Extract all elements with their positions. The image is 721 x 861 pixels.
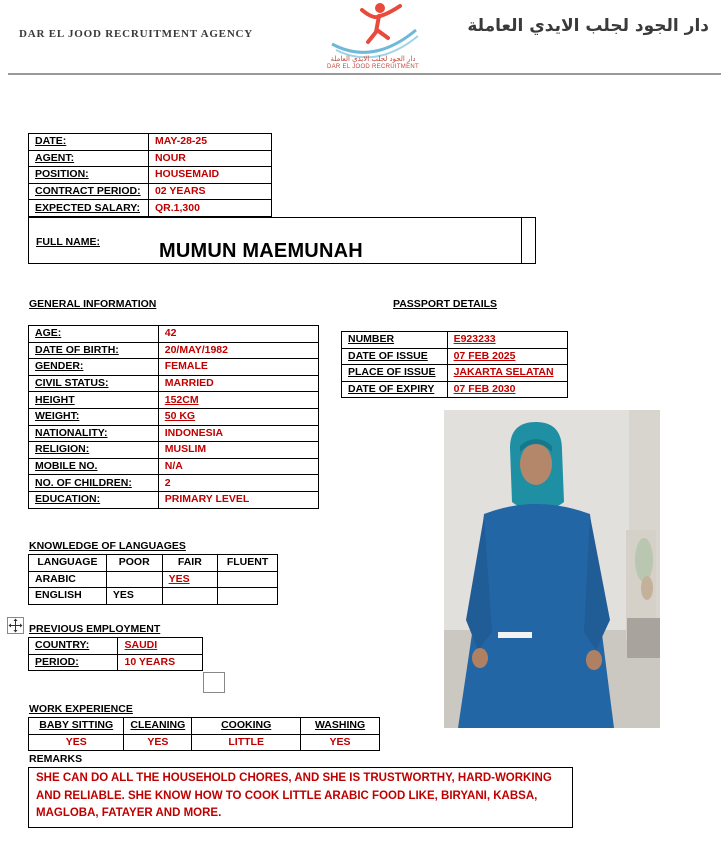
age-value: 42: [158, 326, 318, 343]
language-header: LANGUAGE: [29, 555, 107, 572]
english-poor: YES: [106, 588, 162, 605]
period-value: 10 YEARS: [118, 654, 203, 671]
gender-label: GENDER:: [29, 359, 159, 376]
nationality-value: INDONESIA: [158, 425, 318, 442]
education-value: PRIMARY LEVEL: [158, 491, 318, 508]
agent-value: NOUR: [148, 150, 271, 167]
general-info-title: GENERAL INFORMATION: [29, 298, 157, 310]
baby-sitting-value: YES: [29, 734, 124, 751]
remarks-text: SHE CAN DO ALL THE HOUSEHOLD CHORES, AND SHE IS TRUSTWORTHY, HARD-WORKING AND RELIABLE. SHE KNOW HOW TO COOK LITTLE ARABIC FOOD LIKE, BIRYANI, KABSA, MAGLOBA, FATAYER AND MORE.: [28, 767, 573, 828]
english-fluent: [218, 588, 278, 605]
logo-text-en: DAR EL JOOD RECRUITMENT: [326, 64, 420, 70]
table-row: [29, 375, 319, 392]
civil-status-label: CIVIL STATUS:: [29, 375, 159, 392]
table-row: [29, 425, 319, 442]
table-row: [29, 183, 272, 200]
agency-name-en: DAR EL JOOD RECRUITMENT AGENCY: [19, 28, 254, 40]
table-row: [29, 638, 203, 655]
experience-table: [28, 717, 380, 751]
employment-title: PREVIOUS EMPLOYMENT: [29, 623, 161, 635]
issue-date-label: DATE OF ISSUE: [342, 348, 448, 365]
language-english: ENGLISH: [29, 588, 107, 605]
expected-salary-value: QR.1,300: [148, 200, 271, 217]
cooking-header: COOKING: [192, 718, 301, 735]
issue-date-value: 07 FEB 2025: [447, 348, 567, 365]
fair-header: FAIR: [162, 555, 218, 572]
table-row: [29, 475, 319, 492]
arabic-fair: YES: [162, 571, 218, 588]
washing-value: YES: [301, 734, 380, 751]
country-label: COUNTRY:: [29, 638, 118, 655]
languages-table: [28, 554, 278, 605]
table-row: [29, 734, 380, 751]
position-label: POSITION:: [29, 167, 149, 184]
agency-logo: [318, 0, 428, 74]
full-name-value: MUMUN MAEMUNAH: [159, 240, 363, 262]
table-move-handle-icon[interactable]: [7, 617, 24, 634]
table-row: [29, 458, 319, 475]
resize-handle[interactable]: [203, 672, 225, 693]
mobile-value: N/A: [158, 458, 318, 475]
candidate-figure-icon: [444, 410, 660, 728]
dob-label: DATE OF BIRTH:: [29, 342, 159, 359]
table-row: [342, 332, 568, 349]
passport-number-label: NUMBER: [342, 332, 448, 349]
expected-salary-label: EXPECTED SALARY:: [29, 200, 149, 217]
date-value: MAY-28-25: [148, 134, 271, 151]
contract-period-label: CONTRACT PERIOD:: [29, 183, 149, 200]
table-row: [29, 654, 203, 671]
height-value: 152CM: [158, 392, 318, 409]
agent-label: AGENT:: [29, 150, 149, 167]
arabic-fluent: [218, 571, 278, 588]
table-row: [29, 134, 272, 151]
mobile-label: MOBILE NO.: [29, 458, 159, 475]
table-row: [29, 150, 272, 167]
country-value: SAUDI: [118, 638, 203, 655]
expiry-date-value: 07 FEB 2030: [447, 381, 567, 398]
date-label: DATE:: [29, 134, 149, 151]
age-label: AGE:: [29, 326, 159, 343]
issue-place-label: PLACE OF ISSUE: [342, 365, 448, 382]
remarks-title: REMARKS: [29, 753, 83, 765]
arabic-poor: [106, 571, 162, 588]
logo-text-ar: دار الجود لجلب الايدي العاملة: [330, 55, 416, 63]
agency-name-ar: دار الجود لجلب الايدي العاملة: [467, 16, 709, 36]
table-row: [29, 571, 278, 588]
passport-title: PASSPORT DETAILS: [393, 298, 498, 310]
passport-table: [341, 331, 568, 398]
table-row: [342, 348, 568, 365]
weight-value: 50 KG: [158, 408, 318, 425]
children-label: NO. OF CHILDREN:: [29, 475, 159, 492]
nationality-label: NATIONALITY:: [29, 425, 159, 442]
general-info-table: [28, 325, 319, 509]
table-row: [29, 491, 319, 508]
table-row: [29, 167, 272, 184]
language-arabic: ARABIC: [29, 571, 107, 588]
table-row: [29, 326, 319, 343]
weight-label: WEIGHT:: [29, 408, 159, 425]
dob-value: 20/MAY/1982: [158, 342, 318, 359]
passport-number-value: E923233: [447, 332, 567, 349]
employment-table: [28, 637, 203, 671]
fluent-header: FLUENT: [218, 555, 278, 572]
languages-title: KNOWLEDGE OF LANGUAGES: [29, 540, 186, 552]
civil-status-value: MARRIED: [158, 375, 318, 392]
candidate-photo: [444, 410, 660, 728]
table-row: [29, 442, 319, 459]
table-row: [342, 381, 568, 398]
height-label: HEIGHT: [29, 392, 159, 409]
table-row: [29, 200, 272, 217]
issue-place-value: JAKARTA SELATAN: [447, 365, 567, 382]
period-label: PERIOD:: [29, 654, 118, 671]
full-name-box: [28, 217, 536, 264]
expiry-date-label: DATE OF EXPIRY: [342, 381, 448, 398]
position-value: HOUSEMAID: [148, 167, 271, 184]
table-row: [29, 588, 278, 605]
poor-header: POOR: [106, 555, 162, 572]
children-value: 2: [158, 475, 318, 492]
full-name-label: FULL NAME:: [36, 236, 100, 248]
header-divider: [8, 73, 721, 75]
cooking-value: LITTLE: [192, 734, 301, 751]
table-header-row: [29, 718, 380, 735]
washing-header: WASHING: [301, 718, 380, 735]
logo-figure-icon: [318, 0, 428, 58]
table-row: [29, 359, 319, 376]
contract-period-value: 02 YEARS: [148, 183, 271, 200]
top-info-table: [28, 133, 272, 217]
table-row: [342, 365, 568, 382]
religion-value: MUSLIM: [158, 442, 318, 459]
baby-sitting-header: BABY SITTING: [29, 718, 124, 735]
experience-title: WORK EXPERIENCE: [29, 703, 133, 715]
religion-label: RELIGION:: [29, 442, 159, 459]
cleaning-header: CLEANING: [124, 718, 192, 735]
table-row: [29, 342, 319, 359]
cleaning-value: YES: [124, 734, 192, 751]
education-label: EDUCATION:: [29, 491, 159, 508]
table-header-row: [29, 555, 278, 572]
full-name-divider: [521, 217, 522, 264]
table-row: [29, 392, 319, 409]
gender-value: FEMALE: [158, 359, 318, 376]
english-fair: [162, 588, 218, 605]
table-row: [29, 408, 319, 425]
